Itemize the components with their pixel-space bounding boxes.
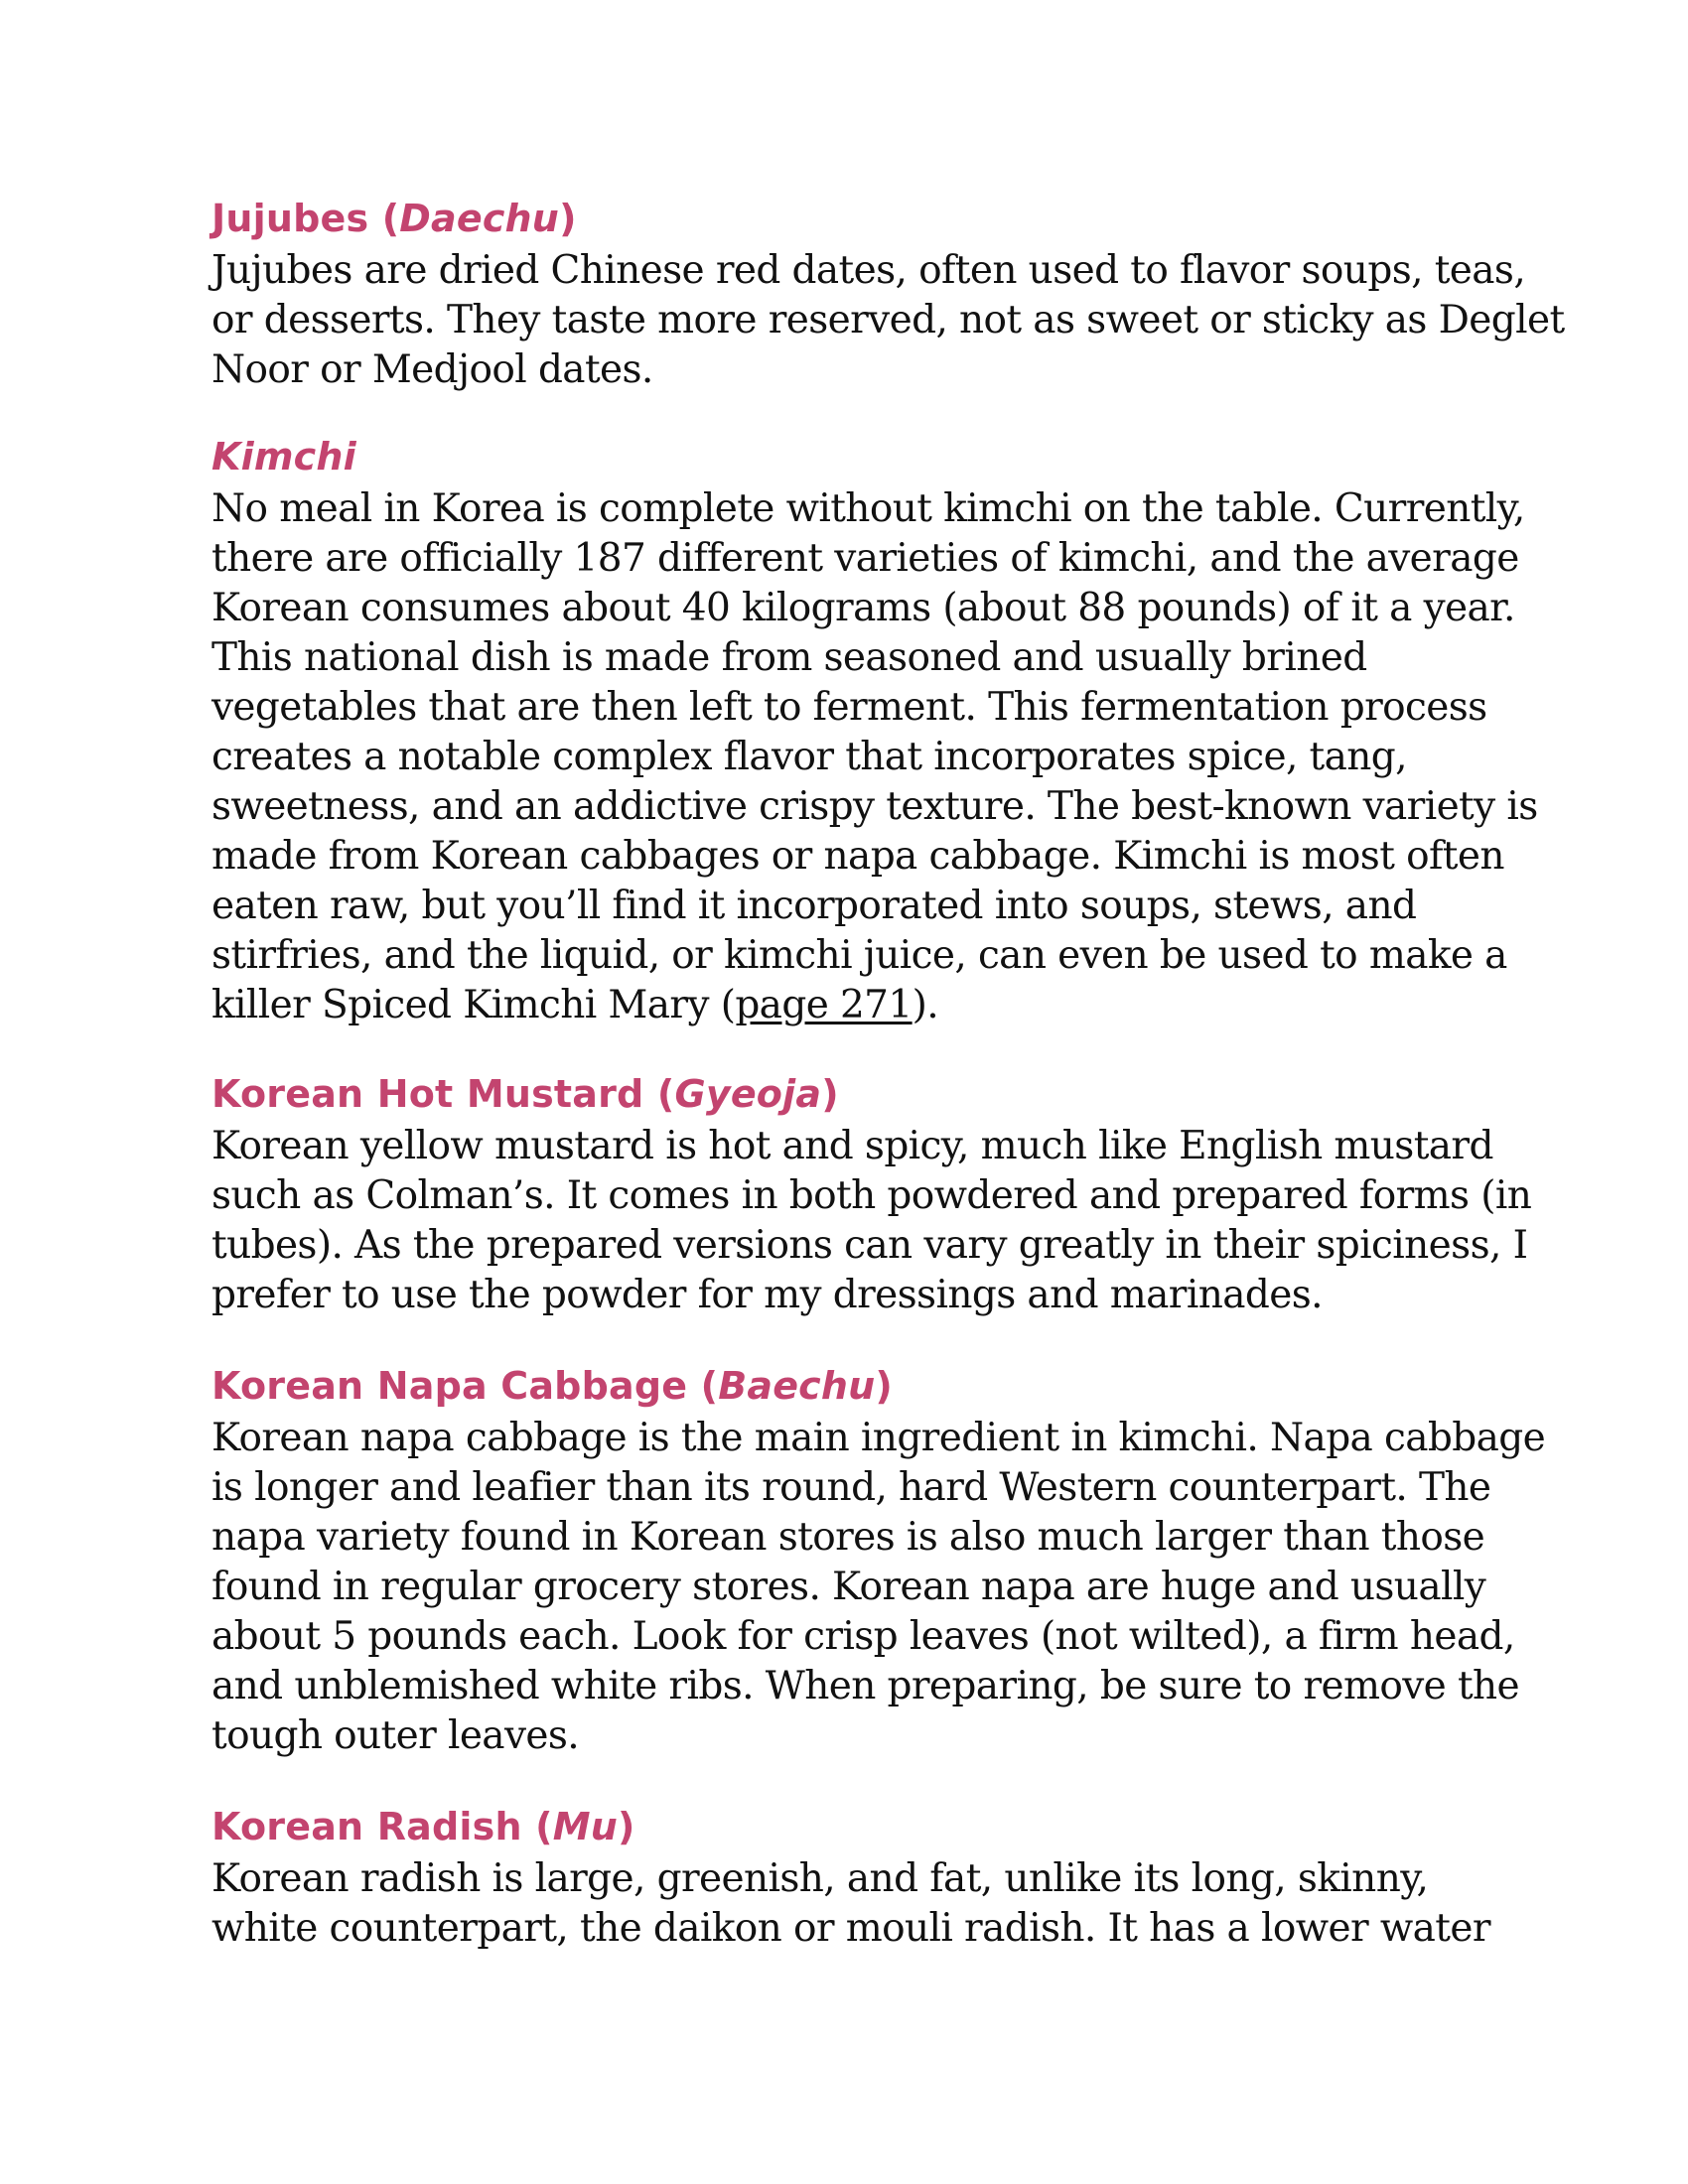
entry-heading-korean-napa-cabbage: [211, 1358, 1502, 1414]
heading-text: Korean Napa Cabbage (: [211, 1364, 719, 1408]
document-page: [211, 191, 1565, 1987]
body-line: about 5 pounds each. Look for crisp leaves (not wilted), a firm head,: [211, 1614, 1515, 1659]
body-line: Noor or Medjool dates.: [211, 347, 653, 392]
glossary-entry-jujubes: [211, 191, 1565, 395]
body-line: Jujubes are dried Chinese red dates, often used to flavor soups, teas,: [211, 248, 1526, 293]
body-line: prefer to use the powder for my dressings and marinades.: [211, 1273, 1323, 1317]
glossary-entry-korean-radish: [211, 1799, 1502, 1954]
body-line: there are officially 187 different varieties of kimchi, and the average: [211, 536, 1519, 581]
entry-body-jujubes: [211, 246, 1565, 395]
glossary-entry-korean-napa-cabbage: [211, 1358, 1546, 1761]
body-text: ).: [912, 983, 939, 1027]
heading-text: Jujubes (: [211, 197, 400, 240]
entry-heading-jujubes: [211, 191, 1502, 246]
body-line-last: [211, 981, 1502, 1030]
heading-korean-name: Daechu: [399, 197, 560, 240]
body-line: tubes). As the prepared versions can vary greatly in their spiciness, I: [211, 1223, 1528, 1268]
entry-heading-korean-hot-mustard: [211, 1066, 1502, 1122]
body-line: Korean radish is large, greenish, and fat, unlike its long, skinny,: [211, 1856, 1429, 1901]
body-line: sweetness, and an addictive crispy texture. The best-known variety is: [211, 784, 1538, 829]
body-line: This national dish is made from seasoned and usually brined: [211, 635, 1367, 680]
body-line: napa variety found in Korean stores is also much larger than those: [211, 1515, 1485, 1560]
body-text: killer Spiced Kimchi Mary (: [211, 983, 736, 1027]
body-line: creates a notable complex flavor that incorporates spice, tang,: [211, 735, 1407, 779]
entry-body-kimchi: [211, 484, 1538, 1030]
heading-text-close: ): [821, 1072, 839, 1116]
heading-text-close: ): [875, 1364, 893, 1408]
glossary-entry-korean-hot-mustard: [211, 1066, 1532, 1320]
heading-korean-name: Baechu: [718, 1364, 876, 1408]
body-line: or desserts. They taste more reserved, not as sweet or sticky as Deglet: [211, 298, 1565, 342]
body-line: is longer and leafier than its round, hard Western counterpart. The: [211, 1465, 1491, 1510]
body-line: white counterpart, the daikon or mouli radish. It has a lower water: [211, 1906, 1490, 1951]
glossary-entry-kimchi: [211, 429, 1538, 1030]
body-line: made from Korean cabbages or napa cabbage. Kimchi is most often: [211, 834, 1504, 879]
body-line: tough outer leaves.: [211, 1713, 580, 1758]
body-line: stirfries, and the liquid, or kimchi juice, can even be used to make a: [211, 933, 1507, 978]
body-line: eaten raw, but you’ll find it incorporated into soups, stews, and: [211, 884, 1417, 928]
heading-text: Korean Hot Mustard (: [211, 1072, 675, 1116]
heading-korean-name: Kimchi: [211, 435, 356, 478]
page-reference-link[interactable]: page 271: [735, 983, 913, 1027]
entry-heading-kimchi: [211, 429, 1502, 484]
body-line: found in regular grocery stores. Korean napa are huge and usually: [211, 1565, 1486, 1609]
entry-heading-korean-radish: [211, 1799, 1502, 1854]
entry-body-korean-napa-cabbage: [211, 1414, 1546, 1761]
body-line: Korean yellow mustard is hot and spicy, much like English mustard: [211, 1124, 1493, 1168]
body-line: Korean napa cabbage is the main ingredient in kimchi. Napa cabbage: [211, 1416, 1546, 1460]
heading-korean-name: Mu: [552, 1805, 619, 1848]
heading-text: Korean Radish (: [211, 1805, 553, 1848]
entry-body-korean-hot-mustard: [211, 1122, 1532, 1320]
body-line: Korean consumes about 40 kilograms (about 88 pounds) of it a year.: [211, 586, 1515, 630]
body-line: such as Colman’s. It comes in both powdered and prepared forms (in: [211, 1173, 1532, 1218]
body-line: No meal in Korea is complete without kimchi on the table. Currently,: [211, 486, 1525, 531]
heading-text-close: ): [559, 197, 577, 240]
heading-text-close: ): [618, 1805, 635, 1848]
entry-body-korean-radish: [211, 1854, 1502, 1954]
heading-korean-name: Gyeoja: [674, 1072, 822, 1116]
body-line: vegetables that are then left to ferment. This fermentation process: [211, 685, 1487, 730]
body-line: and unblemished white ribs. When preparing, be sure to remove the: [211, 1664, 1520, 1708]
